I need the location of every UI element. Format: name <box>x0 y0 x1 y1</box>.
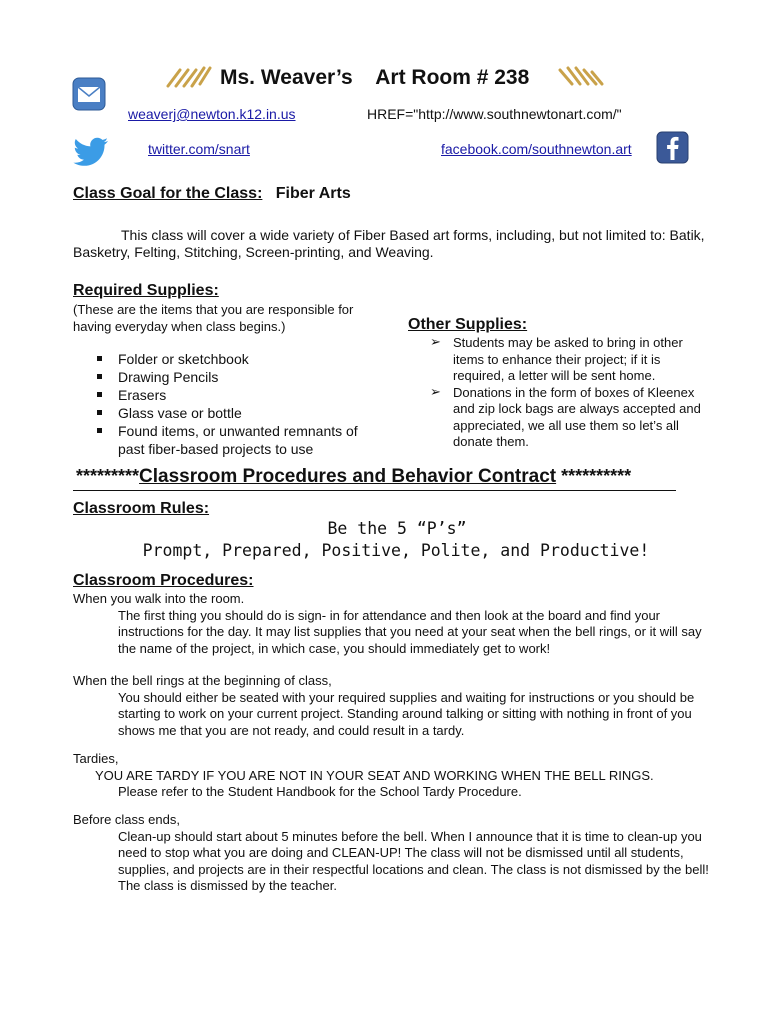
list-item: Folder or sketchbook <box>73 350 373 368</box>
tardy-warning: YOU ARE TARDY IF YOU ARE NOT IN YOUR SEAT AND WORKING WHEN THE BELL RINGS. <box>95 767 654 783</box>
email-link[interactable]: weaverj@newton.k12.in.us <box>128 106 296 122</box>
procedure-text: The first thing you should do is sign- in for attendance and then look at the board and find your instructions for the day. It may list supplies that you need at your seat when the bell rings, or it will say the name of the project, in which case, you should immediately get to work! <box>118 607 702 656</box>
twitter-bird-icon[interactable] <box>72 134 112 172</box>
paintbrush-right-icon <box>556 64 606 88</box>
page-title: Ms. Weaver’s Art Room # 238 <box>220 66 530 89</box>
paintbrush-left-icon <box>164 64 214 88</box>
list-item: Drawing Pencils <box>73 368 373 386</box>
procedure-text: You should either be seated with your required supplies and waiting for instructions or you should be starting to work on your current project. Standing around talking or sitting with nothing in front of you shows me that you are not ready, and could result in a tardy. <box>118 689 695 738</box>
contract-stars-left: ********* <box>76 466 140 486</box>
procedure-tardy <box>73 751 713 801</box>
procedure-lead: When you walk into the room. <box>73 591 245 606</box>
other-supplies-heading: Other Supplies: <box>408 316 528 333</box>
list-item: Erasers <box>73 386 373 404</box>
required-supplies-list <box>73 350 373 458</box>
list-item: Glass vase or bottle <box>73 404 373 422</box>
goal-description: This class will cover a wide variety of Fiber Based art forms, including, but not limited to: Batik, Basketry, Felting, Stitching, Screen-printing, and Weaving. <box>73 227 705 260</box>
procedure-text: Clean-up should start about 5 minutes before the bell. When I announce that it is time to clean-up you need to stop what you are doing and CLEAN-UP! The class will not be dismissed until all students, supplies, and projects are in their respectful locations and clean. The class is not dismissed by the bell! The class is dismissed by the teacher. <box>118 828 709 893</box>
procedure-text: Please refer to the Student Handbook for the School Tardy Procedure. <box>118 784 522 799</box>
procedure-bell <box>73 673 713 739</box>
rules-line-2: Prompt, Prepared, Positive, Polite, and Productive! <box>142 541 650 560</box>
required-supplies-note: (These are the items that you are responsible for having everyday when class begins.) <box>73 302 354 334</box>
twitter-link[interactable]: twitter.com/snart <box>148 141 250 157</box>
list-item: ➢ Donations in the form of boxes of Kleenex and zip lock bags are always accepted and appreciated, we all use them so let’s all donate them. <box>408 385 703 451</box>
other-supplies-list <box>408 335 703 451</box>
procedure-lead: Before class ends, <box>73 812 180 827</box>
list-item: ➢ Students may be asked to bring in other items to enhance their project; if it is required, a letter will be sent home. <box>408 335 703 385</box>
list-item: Found items, or unwanted remnants of past fiber-based projects to use <box>73 422 373 458</box>
divider <box>73 490 676 491</box>
email-icon[interactable] <box>72 77 106 111</box>
rules-line-1: Be the 5 “P’s” <box>327 519 467 538</box>
procedure-end <box>73 812 713 895</box>
required-supplies-heading: Required Supplies: <box>73 282 219 299</box>
facebook-link[interactable]: facebook.com/southnewton.art <box>441 141 632 157</box>
contract-stars-right: ********** <box>556 466 632 486</box>
contract-title: Classroom Procedures and Behavior Contract <box>139 466 557 487</box>
classroom-procedures-heading: Classroom Procedures: <box>73 572 254 589</box>
website-text: HREF="http://www.southnewtonart.com/" <box>367 106 622 122</box>
procedure-lead: When the bell rings at the beginning of class, <box>73 673 332 688</box>
goal-label: Class Goal for the Class: <box>73 185 263 202</box>
facebook-icon[interactable] <box>656 131 689 164</box>
procedure-walk-in <box>73 591 713 657</box>
goal-value: Fiber Arts <box>275 185 351 202</box>
contract-heading <box>76 466 631 488</box>
procedure-lead: Tardies, <box>73 751 119 766</box>
classroom-rules-heading: Classroom Rules: <box>73 500 210 517</box>
